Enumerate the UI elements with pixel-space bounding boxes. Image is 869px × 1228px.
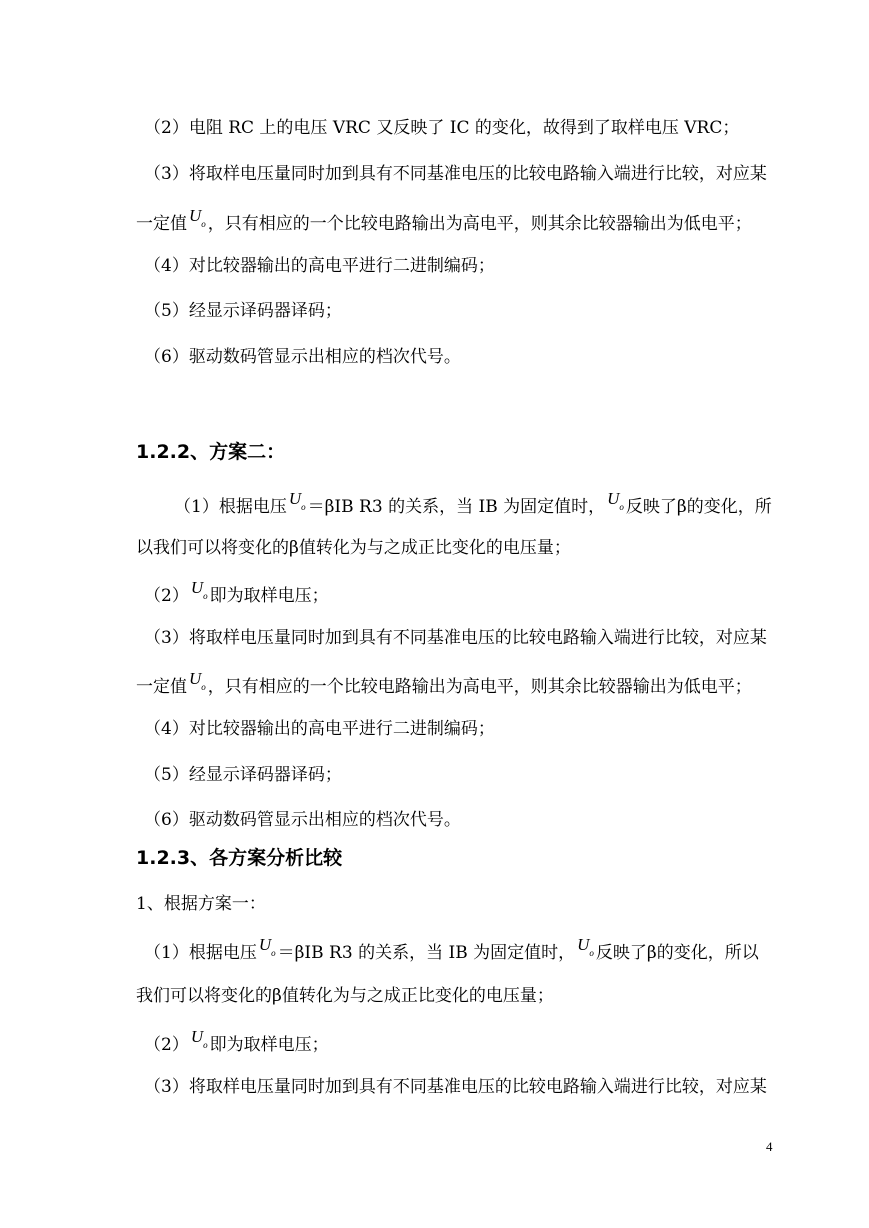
comparison-step1: （1）根据电压 $U_o =\beta IB$ R3 的关系，当 IB 为固定值时， $U_o$ 反映了β的变化，所以 bbox=[144, 935, 759, 963]
comparison-step1-cont: 我们可以将变化的β值转化为与之成正比变化的电压量； bbox=[136, 986, 554, 1006]
uo-symbol: $U_o$ bbox=[190, 1027, 208, 1051]
scheme1-step4: （4）对比较器输出的高电平进行二进制编码； bbox=[144, 256, 495, 276]
scheme2-step4: （4）对比较器输出的高电平进行二进制编码； bbox=[144, 719, 495, 739]
scheme2-step6: （6）驱动数码管显示出相应的档次代号。 bbox=[144, 810, 461, 830]
uo-symbol: $U_o$ bbox=[190, 578, 208, 602]
comparison-step3: （3）将取样电压量同时加到具有不同基准电压的比较电路输入端进行比较，对应某 bbox=[144, 1077, 767, 1097]
scheme1-step5: （5）经显示译码器译码； bbox=[144, 301, 342, 321]
comparison-step2: （2） $U_o$ 即为取样电压； bbox=[144, 1027, 329, 1055]
uo-symbol: $U_o$ bbox=[258, 935, 276, 959]
scheme2-step3: （3）将取样电压量同时加到具有不同基准电压的比较电路输入端进行比较，对应某 bbox=[144, 628, 767, 648]
section-heading-scheme2: 1.2.2、方案二： bbox=[136, 441, 286, 463]
section-heading-comparison: 1.2.3、各方案分析比较 bbox=[136, 847, 343, 869]
scheme1-step6: （6）驱动数码管显示出相应的档次代号。 bbox=[144, 347, 461, 367]
scheme2-step3-cont: 一定值 $U_o$ ，只有相应的一个比较电路输出为高电平，则其余比较器输出为低电平； bbox=[136, 669, 752, 697]
page-number: 4 bbox=[766, 1139, 773, 1154]
comparison-scheme1-intro: 1、根据方案一： bbox=[136, 894, 266, 914]
scheme1-step2: （2）电阻 RC 上的电压 VRC 又反映了 IC 的变化，故得到了取样电压 VRC； bbox=[144, 118, 740, 138]
scheme2-step1: （1）根据电压 $U_o =\beta IB$ R3 的关系，当 IB 为固定值时， $U_o$ 反映了β的变化，所 bbox=[174, 489, 772, 517]
uo-symbol: $U_o$ bbox=[288, 489, 306, 513]
scheme1-step3-cont: 一定值 $U_o$ ，只有相应的一个比较电路输出为高电平，则其余比较器输出为低电平； bbox=[136, 206, 752, 234]
scheme1-step3: （3）将取样电压量同时加到具有不同基准电压的比较电路输入端进行比较，对应某 bbox=[144, 164, 767, 184]
scheme2-step5: （5）经显示译码器译码； bbox=[144, 765, 342, 785]
scheme2-step2: （2） $U_o$ 即为取样电压； bbox=[144, 578, 329, 606]
uo-symbol: $U_o$ bbox=[189, 206, 206, 230]
uo-symbol: $U_o$ bbox=[607, 489, 624, 513]
uo-symbol: $U_o$ bbox=[189, 669, 206, 693]
scheme2-step1-cont: 以我们可以将变化的β值转化为与之成正比变化的电压量； bbox=[136, 538, 571, 558]
uo-symbol: $U_o$ bbox=[577, 935, 594, 959]
